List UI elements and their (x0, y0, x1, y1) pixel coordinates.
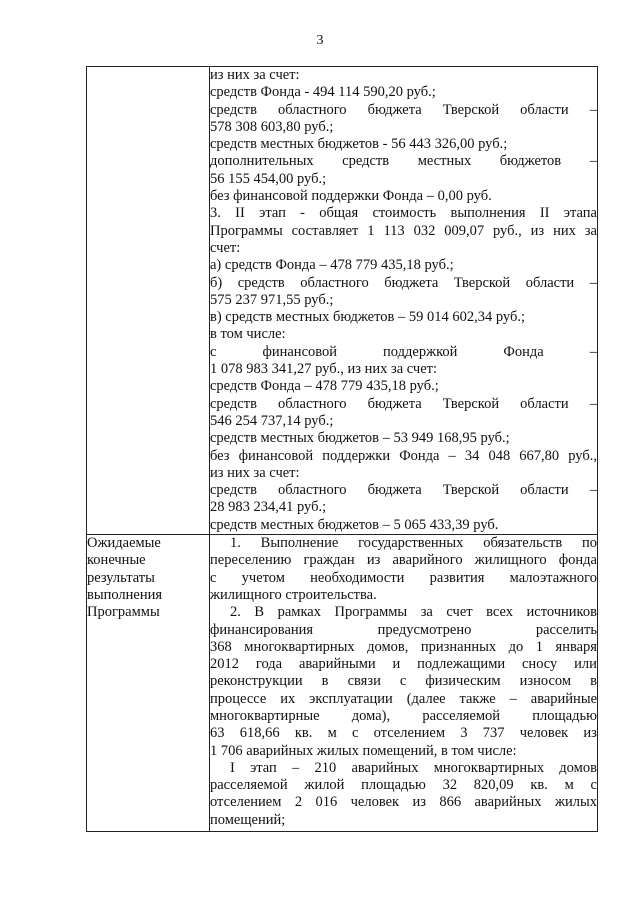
word: года (255, 656, 283, 673)
word: счет (446, 604, 473, 621)
text-line: 575 237 971,55 руб.; (210, 291, 334, 308)
text-line (210, 396, 597, 413)
word: 210 (314, 759, 337, 776)
word: из (412, 794, 426, 811)
word: с (590, 777, 597, 794)
word: них (553, 222, 576, 239)
word: средств (210, 101, 257, 118)
word: финансовой (262, 343, 338, 360)
text-line: помещений; (210, 811, 286, 828)
results-label-line: Программы (87, 604, 160, 621)
word: Тверской (442, 482, 500, 499)
word: аварийного (392, 552, 463, 569)
word: аварийные (530, 690, 597, 707)
word: аварийных (474, 794, 542, 811)
word: признанных (420, 638, 497, 655)
word: средств (210, 482, 257, 499)
word: за (584, 222, 597, 239)
text-line (210, 153, 597, 170)
word: жилищного (474, 552, 547, 569)
text-line (210, 794, 597, 811)
word: областного (300, 274, 369, 291)
word: – (509, 690, 517, 707)
text-line: средств Фонда - 494 114 590,20 руб.; (210, 84, 436, 101)
word: 009,07 (444, 222, 485, 239)
word: в (321, 673, 329, 690)
word: В (254, 604, 265, 621)
word: расселяемой (210, 777, 288, 794)
word: стоимость (372, 205, 437, 222)
text-line (210, 656, 597, 673)
word: многоквартирных (433, 759, 545, 776)
word: процессе (210, 690, 267, 707)
word: человек (519, 725, 569, 742)
word: бюджета (367, 395, 422, 412)
text-line (210, 691, 597, 708)
word: многоквартирных (244, 638, 355, 655)
word: подлежащими (417, 656, 506, 673)
word: 63 (210, 725, 225, 742)
text-line: без финансовой поддержки Фонда – 0,00 руб. (210, 188, 492, 205)
word: – (589, 343, 597, 360)
word: 618,66 (239, 725, 280, 742)
word: переселению (210, 552, 292, 569)
results-details-cell (210, 535, 598, 832)
word: или (574, 656, 597, 673)
word: площадью (361, 777, 426, 794)
text-line: 578 308 603,80 руб.; (210, 118, 334, 135)
word: средств (237, 274, 285, 291)
word: без (210, 447, 230, 464)
word: б) (210, 274, 223, 291)
word: этап (259, 205, 286, 222)
table-row (87, 67, 598, 535)
word: площадью (532, 707, 597, 724)
word: средств (342, 153, 390, 170)
word: руб., (568, 447, 597, 464)
word: 866 (439, 794, 462, 811)
word: областного (278, 482, 347, 499)
word: области (520, 482, 569, 499)
word: развития (429, 569, 485, 586)
word: Фонда (503, 343, 544, 360)
text-line: средств местных бюджетов – 5 065 433,39 руб. (210, 516, 499, 533)
word: бюджета (384, 274, 439, 291)
word: м (327, 725, 337, 742)
page-number: 3 (316, 33, 324, 48)
word: 737 (482, 725, 505, 742)
text-line (210, 604, 597, 621)
word: расселить (535, 621, 597, 638)
word: 2012 (210, 656, 239, 673)
word: области (525, 274, 575, 291)
results-label-line: Ожидаемые (87, 535, 161, 552)
word: эксплуатации (309, 690, 393, 707)
word: 667,80 (519, 447, 560, 464)
text-line: жилищного строительства. (210, 586, 377, 603)
word: аварийными (298, 656, 376, 673)
text-line (210, 102, 597, 119)
word: Тверской (453, 274, 511, 291)
word: фонда (558, 552, 597, 569)
word: руб., (493, 222, 522, 239)
word: I (230, 759, 235, 776)
empty-label-cell (87, 67, 210, 535)
word: – (589, 274, 597, 291)
word: Тверской (442, 395, 500, 412)
text-line: средств местных бюджетов - 56 443 326,00 руб.; (210, 136, 508, 153)
word: источников (526, 604, 597, 621)
text-line (210, 708, 597, 725)
word: Программы (334, 604, 408, 621)
word: – (589, 482, 597, 499)
text-line: 1 706 аварийных жилых помещений, в том числе: (210, 742, 517, 759)
text-line: 1 078 983 341,27 руб., из них за счет: (210, 361, 438, 378)
text-line: в том числе: (210, 326, 286, 343)
word: бюджетов (499, 153, 562, 170)
word: финансовой (238, 447, 314, 464)
text-line (210, 448, 597, 465)
word: 2 (294, 794, 303, 811)
text-line: 546 254 737,14 руб.; (210, 412, 334, 429)
word: средств (210, 395, 257, 412)
word: дома), (351, 707, 391, 724)
text-line: средств местных бюджетов – 53 949 168,95 руб.; (210, 430, 510, 447)
text-line (210, 205, 597, 222)
word: человек (350, 794, 400, 811)
word: бюджета (367, 482, 422, 499)
word: государственных (358, 535, 464, 552)
word: области (520, 395, 569, 412)
word: в (590, 673, 597, 690)
text-line (210, 275, 597, 292)
word: составляет (291, 222, 359, 239)
text-line: 56 155 454,00 руб.; (210, 170, 327, 187)
word: расселяемой (422, 707, 501, 724)
word: граждан (303, 552, 355, 569)
word: 1 (535, 638, 544, 655)
word: предусмотрено (377, 621, 472, 638)
word: жилых (554, 794, 597, 811)
results-text (210, 535, 597, 829)
word: также (459, 690, 496, 707)
word: II (235, 205, 245, 222)
word: 34 (464, 447, 480, 464)
word: и (392, 656, 401, 673)
word: рамках (277, 604, 321, 621)
word: - (300, 205, 305, 222)
word: поддержкой (383, 343, 458, 360)
text-line (210, 482, 597, 499)
text-line (210, 639, 597, 656)
table-row (87, 535, 598, 832)
word: 368 (210, 638, 232, 655)
word: областного (278, 395, 347, 412)
word: кв. (530, 777, 548, 794)
word: этап (250, 759, 277, 776)
word: 1 (367, 222, 375, 239)
text-line: в) средств местных бюджетов – 59 014 602,34 руб.; (210, 309, 525, 326)
word: жилой (304, 777, 345, 794)
text-line: из них за счет: (210, 67, 300, 83)
word: с (210, 343, 217, 360)
text-line (210, 673, 597, 690)
word: – (589, 153, 597, 170)
word: всех (486, 604, 513, 621)
text-line: 28 983 234,41 руб.; (210, 499, 327, 516)
word: учетом (241, 569, 285, 586)
word: выполнения (450, 205, 526, 222)
word: Выполнение (260, 535, 339, 552)
word: местных (417, 153, 472, 170)
word: за (420, 604, 433, 621)
word: общая (319, 205, 359, 222)
word: обязательств (483, 535, 563, 552)
word: домов, (367, 638, 409, 655)
word: финансирования (210, 621, 314, 638)
word: 2. (230, 604, 241, 621)
word: дополнительных (210, 153, 314, 170)
word: износом (519, 673, 572, 690)
word: 048 (488, 447, 511, 464)
text-line (210, 223, 597, 240)
results-label-cell (87, 535, 210, 832)
text-line (210, 760, 597, 777)
word: отселением (210, 794, 282, 811)
word: 3. (210, 205, 221, 222)
word: 016 (315, 794, 338, 811)
word: II (539, 205, 550, 222)
results-label-line: результаты (87, 569, 155, 586)
text-line (210, 552, 597, 569)
text-line: из них за счет: (210, 464, 300, 481)
word: необходимости (310, 569, 405, 586)
text-line: средств Фонда – 478 779 435,18 руб.; (210, 378, 439, 395)
text-line: а) средств Фонда – 478 779 435,18 руб.; (210, 257, 454, 274)
word: из (366, 552, 381, 569)
word: сносу (522, 656, 558, 673)
word: их (280, 690, 296, 707)
word: областного (278, 101, 347, 118)
word: 032 (413, 222, 436, 239)
word: января (555, 638, 597, 655)
word: 3 (460, 725, 468, 742)
funding-details-cell (210, 67, 598, 535)
text-line: счет: (210, 239, 241, 256)
word: – (589, 101, 597, 118)
word: до (508, 638, 524, 655)
results-label-line: выполнения (87, 586, 163, 603)
word: области (520, 101, 569, 118)
word: м (564, 777, 574, 794)
word: бюджета (367, 101, 422, 118)
word: 820,09 (473, 777, 514, 794)
word: домов (559, 759, 597, 776)
word: – (292, 759, 300, 776)
word: Тверской (442, 101, 500, 118)
word: связи (347, 673, 381, 690)
word: 113 (383, 222, 405, 239)
word: этапа (563, 205, 597, 222)
word: по (581, 535, 597, 552)
word: аварийных (351, 759, 419, 776)
word: многоквартирные (210, 707, 320, 724)
word: – (589, 395, 597, 412)
text-line (210, 725, 597, 742)
word: Фонда (399, 447, 440, 464)
word: с (210, 569, 217, 586)
word: Программы (210, 222, 283, 239)
word: из (530, 222, 545, 239)
word: малоэтажного (509, 569, 597, 586)
word: кв. (294, 725, 313, 742)
word: 1. (230, 535, 241, 552)
word: – (448, 447, 456, 464)
word: физическим (425, 673, 501, 690)
word: (далее (406, 690, 446, 707)
word: из (583, 725, 597, 742)
word: реконструкции (210, 673, 303, 690)
text-line (210, 535, 597, 552)
text-line (210, 344, 597, 361)
program-passport-table (86, 66, 598, 832)
word: поддержки (322, 447, 391, 464)
word: 32 (442, 777, 458, 794)
text-line (210, 622, 597, 639)
word: отселением (373, 725, 446, 742)
word: с (351, 725, 359, 742)
text-line (210, 777, 597, 794)
results-label-line: конечные (87, 552, 146, 569)
text-line (210, 570, 597, 587)
word: с (399, 673, 407, 690)
funding-text (210, 67, 597, 534)
